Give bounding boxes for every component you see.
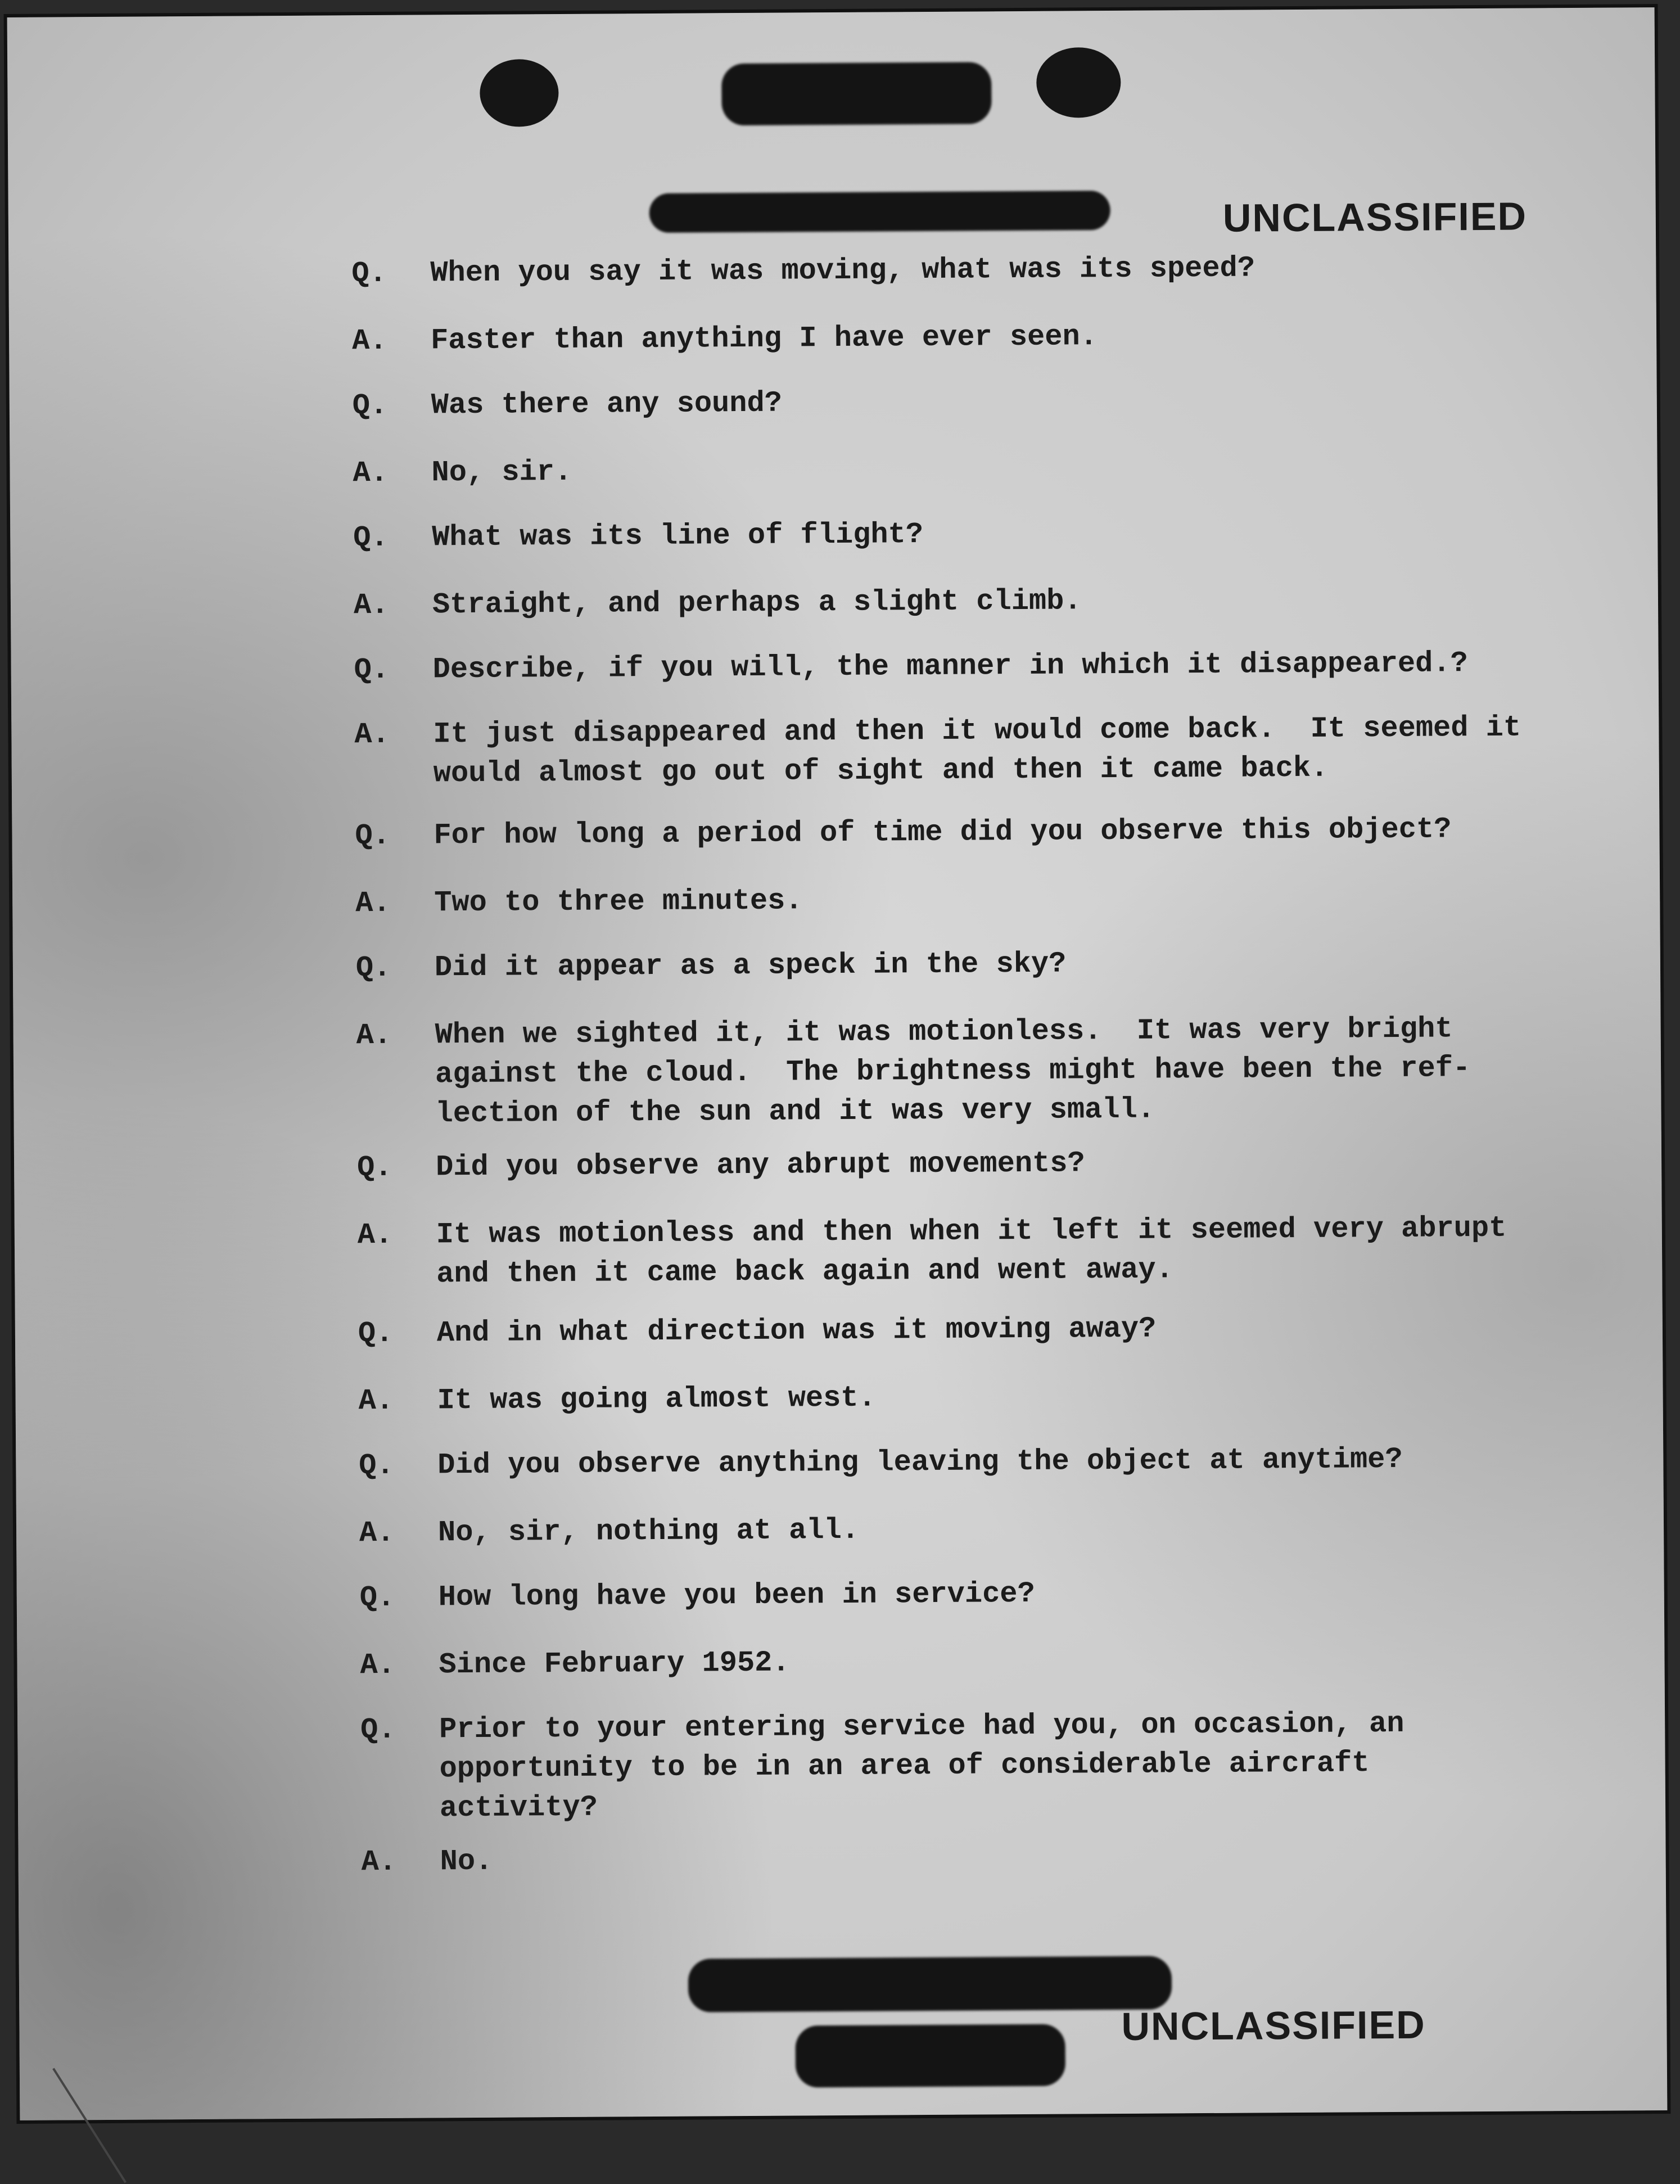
answer-text: No.	[440, 1844, 493, 1879]
question-text: How long have you been in service?	[438, 1577, 1035, 1614]
answer-text: It just disappeared and then it would come back. It seemed it would almost go out of sight and then it came back.	[433, 711, 1521, 791]
redaction-bottom-2	[795, 2024, 1065, 2088]
punch-hole-right	[1036, 47, 1121, 118]
question-text: Describe, if you will, the manner in which it disappeared.?	[432, 647, 1468, 687]
question-tag: Q.	[359, 1449, 394, 1483]
qa-entry	[353, 579, 1534, 622]
question-text: Was there any sound?	[431, 386, 783, 422]
answer-text: No, sir.	[431, 455, 572, 490]
question-tag: Q.	[356, 1150, 392, 1185]
qa-entry	[356, 1009, 1537, 1131]
question-text: And in what direction was it moving away?	[436, 1312, 1157, 1350]
question-text: For how long a period of time did you observe this object?	[433, 813, 1452, 852]
question-tag: Q.	[359, 1581, 395, 1615]
question-text: What was its line of flight?	[432, 518, 924, 554]
question-text: When you say it was moving, what was its speed?	[430, 251, 1256, 290]
answer-tag: A.	[356, 1018, 392, 1053]
qa-entry	[354, 708, 1535, 791]
answer-text: Two to three minutes.	[434, 884, 803, 920]
answer-tag: A.	[361, 1845, 397, 1879]
question-tag: Q.	[358, 1316, 394, 1351]
qa-entry	[351, 314, 1533, 358]
answer-text: When we sighted it, it was motionless. It was very bright against the cloud. The brightness might have been the ref- lection of the sun and it was very small.	[435, 1012, 1471, 1131]
redaction-top-2	[649, 191, 1110, 233]
answer-tag: A.	[357, 1218, 393, 1252]
answer-tag: A.	[355, 886, 391, 920]
classification-stamp-top: UNCLASSIFIED	[1222, 194, 1528, 240]
answer-text: It was going almost west.	[437, 1381, 876, 1418]
qa-entry	[355, 809, 1536, 853]
answer-text: It was motionless and then when it left it seemed very abrupt and then it came back again and went away.	[436, 1211, 1507, 1291]
redaction-top-1	[721, 62, 992, 125]
qa-entry	[357, 1208, 1538, 1291]
answer-text: Faster than anything I have ever seen.	[430, 320, 1098, 358]
qa-entry	[352, 379, 1533, 423]
question-tag: Q.	[353, 521, 389, 555]
answer-text: Straight, and perhaps a slight climb.	[432, 584, 1082, 622]
qa-entry	[353, 446, 1533, 490]
redaction-bottom-1	[688, 1956, 1172, 2012]
answer-text: Since February 1952.	[439, 1646, 790, 1682]
question-tag: Q.	[351, 256, 387, 291]
answer-tag: A.	[353, 456, 389, 490]
qa-entry	[353, 511, 1534, 555]
qa-entry	[358, 1307, 1539, 1351]
qa-entry	[361, 1835, 1542, 1879]
question-text: Prior to your entering service had you, on occasion, an opportunity to be in an area of considerable aircraft activity?	[439, 1707, 1404, 1825]
qa-entry	[360, 1639, 1541, 1682]
question-tag: Q.	[355, 819, 391, 853]
qa-entry	[358, 1374, 1539, 1418]
answer-tag: A.	[351, 324, 387, 358]
answer-text: No, sir, nothing at all.	[437, 1513, 860, 1550]
answer-tag: A.	[358, 1384, 394, 1418]
answer-tag: A.	[359, 1516, 395, 1550]
question-text: Did you observe anything leaving the object at anytime?	[437, 1442, 1403, 1482]
question-text: Did you observe any abrupt movements?	[435, 1147, 1085, 1184]
answer-tag: A.	[360, 1648, 396, 1682]
punch-hole-left	[480, 59, 559, 127]
qa-entry	[355, 941, 1537, 985]
answer-tag: A.	[353, 588, 389, 622]
document-page	[7, 7, 1668, 2120]
classification-stamp-bottom: UNCLASSIFIED	[1121, 2002, 1426, 2048]
qa-entry	[355, 877, 1536, 920]
paper-edge-mark	[52, 2068, 127, 2183]
qa-entry	[359, 1439, 1539, 1483]
question-tag: Q.	[354, 653, 390, 687]
qa-entry	[356, 1141, 1538, 1185]
question-tag: Q.	[352, 389, 388, 423]
qa-entry	[359, 1571, 1541, 1615]
answer-tag: A.	[354, 718, 390, 752]
question-tag: Q.	[360, 1713, 396, 1747]
question-text: Did it appear as a speck in the sky?	[434, 947, 1067, 985]
qa-entry	[360, 1703, 1541, 1825]
qa-entry	[359, 1506, 1540, 1550]
question-tag: Q.	[355, 951, 391, 985]
qa-entry	[351, 247, 1532, 291]
qa-entry	[354, 643, 1534, 687]
